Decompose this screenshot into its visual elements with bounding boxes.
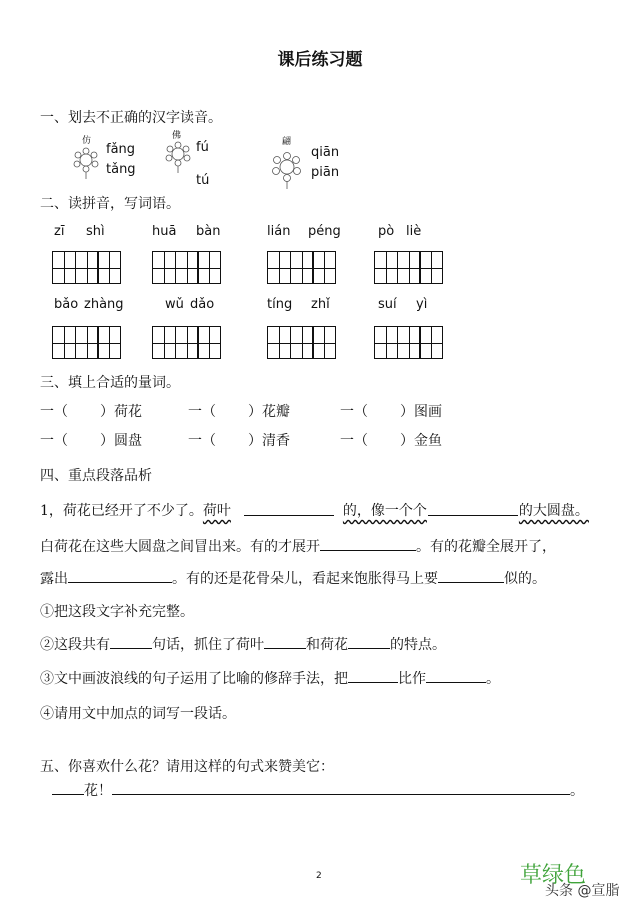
blank-line[interactable] bbox=[244, 515, 334, 516]
flower-icon bbox=[270, 150, 304, 190]
pinyin: pò bbox=[378, 224, 395, 239]
noun: 荷花 bbox=[114, 404, 142, 420]
close: ） bbox=[100, 433, 114, 449]
blank-line[interactable] bbox=[110, 647, 152, 649]
close: ） bbox=[100, 404, 114, 420]
text: 句话，抓住了荷叶 bbox=[152, 637, 264, 653]
prefix: 一（ bbox=[40, 404, 68, 420]
pinyin: lián bbox=[267, 224, 291, 239]
text: 花！ bbox=[84, 783, 112, 799]
q1-reading[interactable]: fú bbox=[196, 140, 209, 155]
noun: 圆盘 bbox=[114, 433, 142, 449]
writing-grid[interactable] bbox=[267, 251, 336, 284]
measure-word-item[interactable] bbox=[40, 430, 142, 450]
pinyin: bàn bbox=[196, 224, 221, 239]
q4-heading: 四、重点段落品析 bbox=[40, 468, 152, 484]
passage-line-1 bbox=[40, 500, 589, 520]
blank-line[interactable] bbox=[426, 681, 486, 683]
q5-heading: 五、你喜欢什么花？请用这样的句式来赞美它： bbox=[40, 759, 334, 775]
q1-reading[interactable]: piān bbox=[311, 165, 340, 180]
prefix: 一（ bbox=[188, 404, 216, 420]
blank-line[interactable] bbox=[348, 647, 390, 649]
close: ） bbox=[248, 404, 262, 420]
sub-question-4: ④请用文中加点的词写一段话。 bbox=[40, 706, 236, 722]
measure-word-item[interactable] bbox=[340, 430, 442, 450]
writing-grid[interactable] bbox=[267, 326, 336, 359]
text: 的，像一个个 bbox=[342, 503, 427, 519]
text: 的特点。 bbox=[390, 637, 446, 653]
text: 荷叶 bbox=[202, 503, 231, 519]
q1-reading[interactable]: fǎng bbox=[106, 142, 136, 157]
measure-word-item[interactable] bbox=[340, 401, 442, 421]
watermark-author: 头条 @宣脂 bbox=[545, 883, 620, 899]
close: ） bbox=[400, 404, 414, 420]
noun: 金鱼 bbox=[414, 433, 442, 449]
pinyin: tíng bbox=[267, 297, 293, 312]
q1-char: 仿 bbox=[82, 136, 92, 146]
noun: 花瓣 bbox=[262, 404, 290, 420]
text: 。有的花瓣全展开了， bbox=[416, 539, 556, 555]
q2-heading: 二、读拼音，写词语。 bbox=[40, 196, 180, 212]
watermark-logo: 草绿色 bbox=[520, 863, 587, 888]
text: 。有的还是花骨朵儿，看起来饱胀得马上要 bbox=[172, 571, 438, 587]
prefix: 一（ bbox=[40, 433, 68, 449]
flower-icon bbox=[72, 146, 100, 180]
pinyin: shì bbox=[86, 224, 105, 239]
blank-line[interactable] bbox=[348, 681, 398, 683]
text: 的大圆盘。 bbox=[518, 503, 589, 519]
text: 。 bbox=[486, 671, 500, 687]
q1-char: 翩 bbox=[282, 137, 292, 147]
pinyin: liè bbox=[406, 224, 422, 239]
q1-reading[interactable]: tú bbox=[196, 173, 210, 188]
noun: 图画 bbox=[414, 404, 442, 420]
sub-question-2 bbox=[40, 634, 446, 654]
passage-line-3 bbox=[40, 568, 546, 588]
text: ②这段共有 bbox=[40, 637, 110, 653]
blank-line[interactable] bbox=[320, 549, 416, 551]
q1-char: 佛 bbox=[172, 131, 182, 141]
pinyin: zī bbox=[54, 224, 65, 239]
measure-word-item[interactable] bbox=[40, 401, 142, 421]
noun: 清香 bbox=[262, 433, 290, 449]
page-number: 2 bbox=[316, 871, 322, 881]
q1-reading[interactable]: qiān bbox=[311, 145, 340, 160]
prefix: 一（ bbox=[340, 404, 368, 420]
pinyin: zhàng bbox=[84, 297, 124, 312]
text: ③文中画波浪线的句子运用了比喻的修辞手法，把 bbox=[40, 671, 348, 687]
blank-line[interactable] bbox=[264, 647, 306, 649]
pinyin: wǔ bbox=[165, 297, 184, 312]
passage-line-2 bbox=[40, 536, 556, 556]
pinyin: dǎo bbox=[190, 297, 215, 312]
measure-word-item[interactable] bbox=[188, 401, 290, 421]
prefix: 一（ bbox=[340, 433, 368, 449]
text: 。 bbox=[570, 783, 584, 799]
text: 似的。 bbox=[504, 571, 546, 587]
text: 比作 bbox=[398, 671, 426, 687]
prefix: 一（ bbox=[188, 433, 216, 449]
blank-line[interactable] bbox=[68, 581, 172, 583]
pinyin: suí bbox=[378, 297, 397, 312]
blank-line[interactable] bbox=[428, 515, 518, 516]
blank-line[interactable] bbox=[52, 793, 84, 795]
writing-grid[interactable] bbox=[374, 251, 443, 284]
measure-word-item[interactable] bbox=[188, 430, 290, 450]
wavy-sentence bbox=[203, 503, 589, 519]
q5-answer-line bbox=[52, 780, 584, 800]
q1-reading[interactable]: tǎng bbox=[106, 162, 136, 177]
text: 和荷花 bbox=[306, 637, 348, 653]
pinyin: péng bbox=[308, 224, 341, 239]
writing-grid[interactable] bbox=[52, 326, 121, 359]
writing-grid[interactable] bbox=[152, 251, 221, 284]
page-title: 课后练习题 bbox=[277, 50, 363, 70]
writing-grid[interactable] bbox=[52, 251, 121, 284]
writing-grid[interactable] bbox=[374, 326, 443, 359]
pinyin: zhǐ bbox=[311, 297, 330, 312]
blank-line[interactable] bbox=[438, 581, 504, 583]
text: 白荷花在这些大圆盘之间冒出来。有的才展开 bbox=[40, 539, 320, 555]
text: 1，荷花已经开了不少了。 bbox=[40, 503, 203, 519]
pinyin: bǎo bbox=[54, 297, 79, 312]
text: 露出 bbox=[40, 571, 68, 587]
answer-blank[interactable] bbox=[112, 793, 570, 795]
q1-heading: 一、划去不正确的汉字读音。 bbox=[40, 110, 222, 126]
sub-question-3 bbox=[40, 668, 500, 688]
pinyin: yì bbox=[416, 297, 428, 312]
writing-grid[interactable] bbox=[152, 326, 221, 359]
flower-icon bbox=[164, 140, 192, 174]
pinyin: huā bbox=[152, 224, 177, 239]
close: ） bbox=[248, 433, 262, 449]
q3-heading: 三、填上合适的量词。 bbox=[40, 375, 180, 391]
sub-question-1: ①把这段文字补充完整。 bbox=[40, 604, 194, 620]
close: ） bbox=[400, 433, 414, 449]
